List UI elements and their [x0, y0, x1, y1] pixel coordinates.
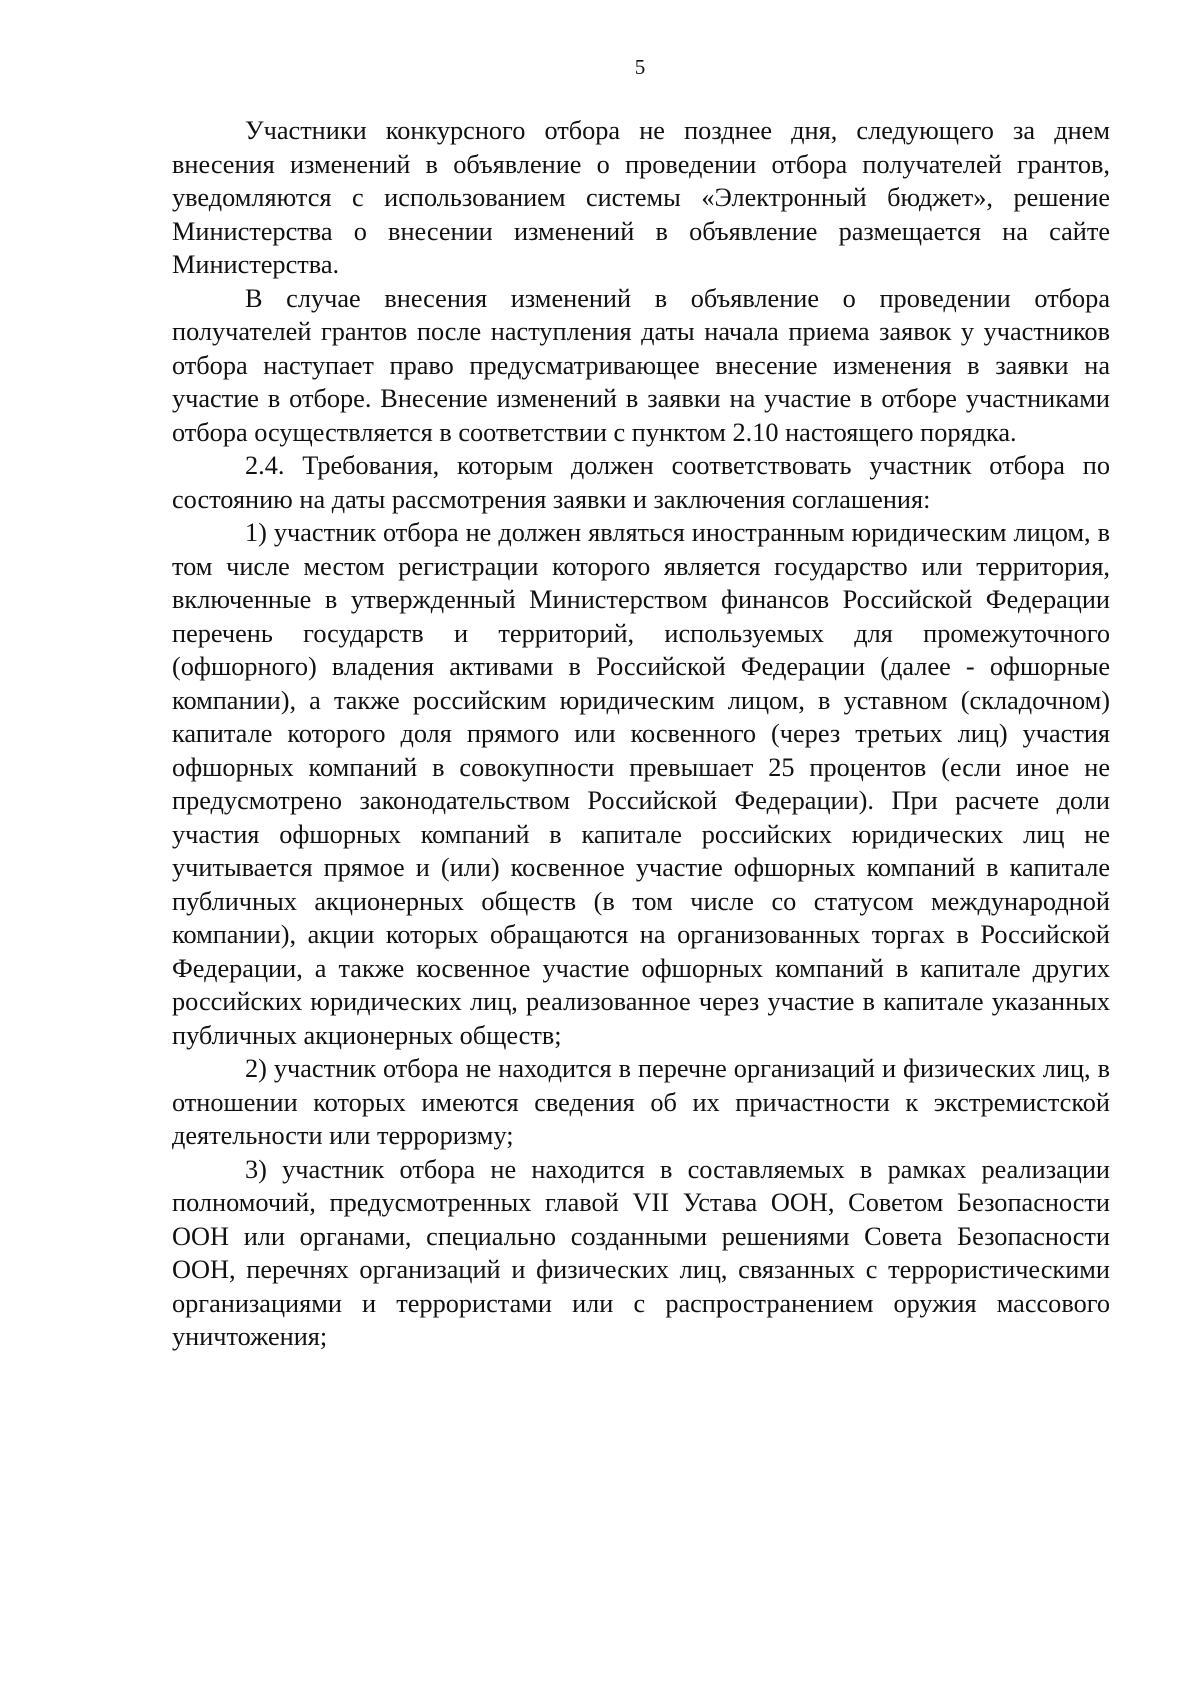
document-body — [172, 114, 1110, 1354]
requirement-item-1: 1) участник отбора не должен являться иностранным юридическим лицом, в том числе местом регистрации которого является государство или территория, включенные в утвержденный Министерством финансов Российской Федерации перечень государств и территорий, используемых для промежуточного (офшорного) владения активами в Российской Федерации (далее - офшорные компании), а также российским юридическим лицом, в уставном (складочном) капитале которого доля прямого или косвенного (через третьих лиц) участия офшорных компаний в совокупности превышает 25 процентов (если иное не предусмотрено законодательством Российской Федерации). При расчете доли участия офшорных компаний в капитале российских юридических лиц не учитывается прямое и (или) косвенное участие офшорных компаний в капитале публичных акционерных обществ (в том числе со статусом международной компании), акции которых обращаются на организованных торгах в Российской Федерации, а также косвенное участие офшорных компаний в капитале других российских юридических лиц, реализованное через участие в капитале указанных публичных акционерных обществ; — [172, 518, 1110, 1050]
page-number: 5 — [634, 55, 646, 79]
paragraph-application-changes: В случае внесения изменений в объявление о проведении отбора получателей грантов после наступления даты начала приема заявок у участников отбора наступает право предусматривающее внесение изменения в заявки на участие в отборе. Внесение изменений в заявки на участие в отборе участниками отбора осуществляется в соответствии с пунктом 2.10 настоящего порядка. — [172, 283, 1110, 447]
paragraph-requirements-heading: 2.4. Требования, которым должен соответствовать участник отбора по состоянию на даты рассмотрения заявки и заключения соглашения: — [172, 451, 1110, 514]
requirement-item-3: 3) участник отбора не находится в составляемых в рамках реализации полномочий, предусмотренных главой VII Устава ООН, Советом Безопасности ООН или органами, специально созданными решениями Совета Безопасности ООН, перечнях организаций и физических лиц, связанных с террористическими организациями и террористами или с распространением оружия массового уничтожения; — [172, 1154, 1110, 1351]
requirement-item-2: 2) участник отбора не находится в перечне организаций и физических лиц, в отношении которых имеются сведения об их причастности к экстремистской деятельности или терроризму; — [172, 1054, 1110, 1150]
paragraph-participant-notification: Участники конкурсного отбора не позднее дня, следующего за днем внесения изменений в объявление о проведении отбора получателей грантов, уведомляются с использованием системы «Электронный бюджет», решение Министерства о внесении изменений в объявление размещается на сайте Министерства. — [172, 116, 1110, 279]
